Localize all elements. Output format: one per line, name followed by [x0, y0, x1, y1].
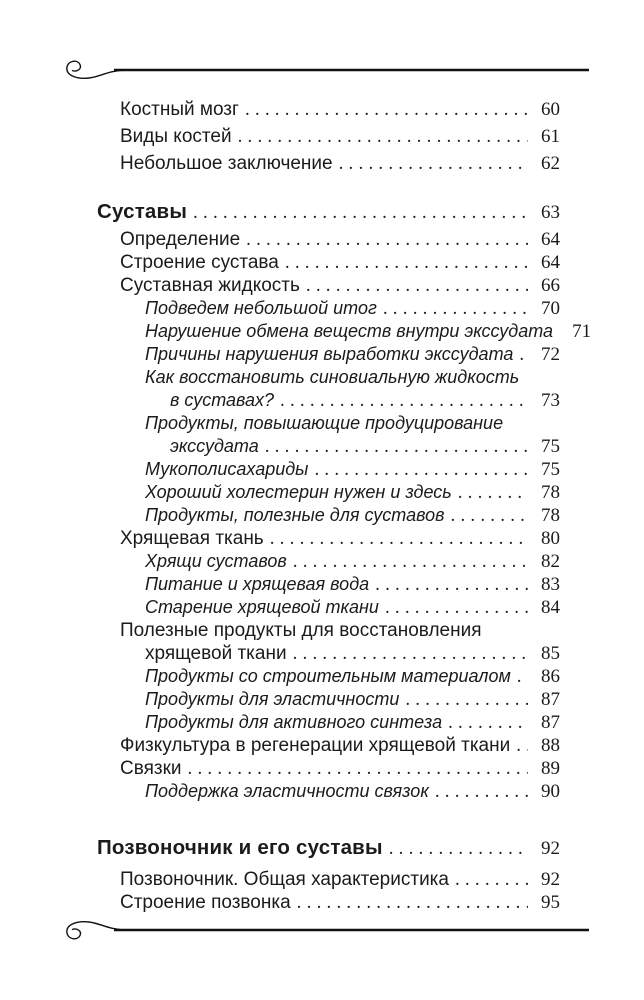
toc-entry-text: Хороший холестерин нужен и здесь	[145, 482, 452, 502]
dot-leader	[308, 458, 528, 481]
page-number: 90	[541, 781, 560, 802]
toc-entry-text: Хрящи суставов	[145, 551, 287, 571]
toc-entry-line	[145, 711, 560, 734]
dot-leader	[240, 228, 528, 251]
toc-entry-line	[120, 527, 560, 550]
page-number: 87	[541, 712, 560, 733]
toc-entry-text: Хрящевая ткань	[120, 528, 264, 549]
toc-entry-text: Костный мозг	[120, 99, 239, 120]
dot-leader	[259, 435, 528, 458]
toc-entry-text: Строение позвонка	[120, 892, 291, 913]
page-number: 82	[541, 551, 560, 572]
page-number: 71	[572, 321, 592, 342]
toc-entry	[97, 868, 560, 891]
page-number: 80	[541, 528, 560, 549]
toc-entry-text: Продукты со строительным материалом	[145, 666, 511, 686]
toc-entry-line	[145, 297, 560, 320]
toc-heading	[97, 833, 560, 862]
page-number: 86	[541, 666, 560, 687]
toc-entry	[97, 596, 560, 619]
toc-entry	[97, 734, 560, 757]
page-number: 75	[541, 436, 560, 457]
page-number: 84	[541, 597, 560, 618]
page-number: 75	[541, 459, 560, 480]
toc-entry-text: Определение	[120, 229, 241, 250]
dot-leader	[287, 550, 528, 573]
dot-leader	[449, 868, 528, 891]
toc-entry	[97, 274, 560, 297]
page-number: 63	[541, 202, 560, 223]
page-number: 85	[541, 643, 560, 664]
toc-entry-line	[97, 833, 560, 862]
toc-entry	[97, 527, 560, 550]
toc-entry-line	[145, 504, 560, 527]
toc-entry-line	[120, 96, 560, 123]
dot-leader	[429, 780, 528, 803]
toc-entry-line	[145, 665, 560, 688]
toc-entry-text: Как восстановить синовиальную жидкость	[145, 367, 520, 387]
toc-entry-text: хрящевой ткани	[145, 643, 287, 664]
toc-section	[97, 96, 560, 177]
toc-entry-line	[120, 150, 560, 177]
dot-leader	[513, 343, 528, 366]
toc-entry-line	[145, 550, 560, 573]
page-number: 64	[541, 252, 560, 273]
toc-entry-line	[145, 596, 560, 619]
toc-entry-text: Продукты для эластичности	[145, 689, 400, 709]
toc-entry-line	[120, 123, 560, 150]
toc-entry-line	[145, 343, 560, 366]
toc-entry-text: Продукты, повышающие продуцирование	[145, 413, 504, 433]
toc-entry	[97, 228, 560, 251]
toc-entry-line	[145, 435, 560, 458]
page-number: 89	[541, 758, 560, 779]
toc-entry	[97, 412, 560, 458]
page-number: 66	[541, 275, 560, 296]
dot-leader	[264, 527, 528, 550]
toc-entry-text: Продукты для активного синтеза	[145, 712, 443, 732]
toc-entry-text: Виды костей	[120, 126, 232, 147]
dot-leader	[279, 251, 528, 274]
ornamental-rule-bottom	[56, 910, 592, 944]
toc-entry	[97, 757, 560, 780]
toc-entry-text: Продукты, полезные для суставов	[145, 505, 445, 525]
dot-leader	[442, 711, 528, 734]
dot-leader	[369, 573, 528, 596]
toc-entry	[97, 688, 560, 711]
dot-leader	[239, 96, 528, 123]
toc-entry-text: Старение хрящевой ткани	[145, 597, 379, 617]
toc-entry-line	[120, 868, 560, 891]
toc-entry-line	[120, 757, 560, 780]
dot-leader	[274, 389, 528, 412]
toc-entry	[97, 619, 560, 665]
toc-section	[97, 833, 560, 914]
dot-leader	[187, 198, 528, 227]
dot-leader	[377, 297, 528, 320]
toc	[97, 96, 592, 914]
toc-entry-text: Мукополисахариды	[145, 459, 309, 479]
toc-entry-line	[145, 780, 560, 803]
page-number: 73	[541, 390, 560, 411]
toc-entry-line	[145, 481, 560, 504]
toc-entry-text: Связки	[120, 758, 182, 779]
toc-entry	[97, 550, 560, 573]
dot-leader	[232, 123, 528, 150]
toc-entry	[97, 458, 560, 481]
toc-entry-text: Подведем небольшой итог	[145, 298, 377, 318]
page-number: 88	[541, 735, 560, 756]
toc-entry	[97, 711, 560, 734]
toc-entry-text: Позвоночник. Общая характеристика	[120, 869, 449, 890]
toc-entry-text: Суставы	[97, 200, 188, 223]
page-number: 60	[541, 99, 560, 120]
toc-entry	[97, 481, 560, 504]
toc-entry	[97, 297, 560, 320]
dot-leader	[182, 757, 528, 780]
dot-leader	[510, 734, 528, 757]
page-number: 70	[541, 298, 560, 319]
toc-entry-line	[145, 320, 592, 343]
page-number: 95	[541, 892, 560, 913]
toc-entry	[97, 320, 592, 343]
toc-entry	[97, 150, 560, 177]
toc-entry-text: Физкультура в регенерации хрящевой ткани	[120, 735, 511, 756]
toc-entry-text: Полезные продукты для восстановления	[120, 620, 482, 641]
toc-entry	[97, 504, 560, 527]
page-number: 78	[541, 482, 560, 503]
page-number: 78	[541, 505, 560, 526]
toc-entry-text: Небольшое заключение	[120, 153, 333, 174]
toc-entry-line	[145, 412, 560, 435]
toc-entry-line	[120, 619, 560, 642]
dot-leader	[383, 834, 528, 863]
toc-entry	[97, 123, 560, 150]
page-number: 92	[541, 869, 560, 890]
page-number: 61	[541, 126, 560, 147]
page-number: 62	[541, 153, 560, 174]
toc-entry	[97, 96, 560, 123]
toc-entry-line	[120, 734, 560, 757]
toc-entry-text: в суставах?	[170, 390, 275, 410]
toc-entry-text: Позвоночник и его суставы	[97, 836, 383, 859]
toc-entry-line	[97, 197, 560, 226]
toc-entry-line	[145, 458, 560, 481]
toc-entry	[97, 573, 560, 596]
toc-entry-text: Суставная жидкость	[120, 275, 300, 296]
dot-leader	[452, 481, 528, 504]
toc-entry-line	[145, 573, 560, 596]
dot-leader	[553, 320, 559, 343]
page-number: 87	[541, 689, 560, 710]
page-number: 64	[541, 229, 560, 250]
page-number: 72	[541, 344, 560, 365]
toc-entry-line	[120, 274, 560, 297]
dot-leader	[511, 665, 528, 688]
toc-entry-text: экссудата	[170, 436, 259, 456]
page-number: 92	[541, 838, 560, 859]
toc-entry	[97, 366, 560, 412]
toc-entry-line	[120, 228, 560, 251]
toc-entry-line	[145, 389, 560, 412]
toc-entry-line	[145, 366, 560, 389]
toc-entry-text: Поддержка эластичности связок	[145, 781, 429, 801]
toc-entry-line	[120, 642, 560, 665]
toc-entry-line	[145, 688, 560, 711]
toc-entry	[97, 780, 560, 803]
toc-entry	[97, 665, 560, 688]
toc-heading	[97, 197, 560, 226]
ornamental-rule-top	[56, 56, 592, 90]
toc-section	[97, 197, 592, 803]
toc-entry-text: Нарушение обмена веществ внутри экссудата	[145, 321, 554, 341]
dot-leader	[445, 504, 529, 527]
toc-entry	[97, 343, 560, 366]
toc-entry	[97, 251, 560, 274]
dot-leader	[333, 150, 528, 177]
toc-entry-text: Причины нарушения выработки экссудата	[145, 344, 514, 364]
toc-entry-text: Строение сустава	[120, 252, 279, 273]
dot-leader	[287, 642, 528, 665]
dot-leader	[379, 596, 528, 619]
page-number: 83	[541, 574, 560, 595]
toc-entry-line	[120, 251, 560, 274]
dot-leader	[399, 688, 528, 711]
dot-leader	[300, 274, 528, 297]
toc-entry-text: Питание и хрящевая вода	[145, 574, 370, 594]
